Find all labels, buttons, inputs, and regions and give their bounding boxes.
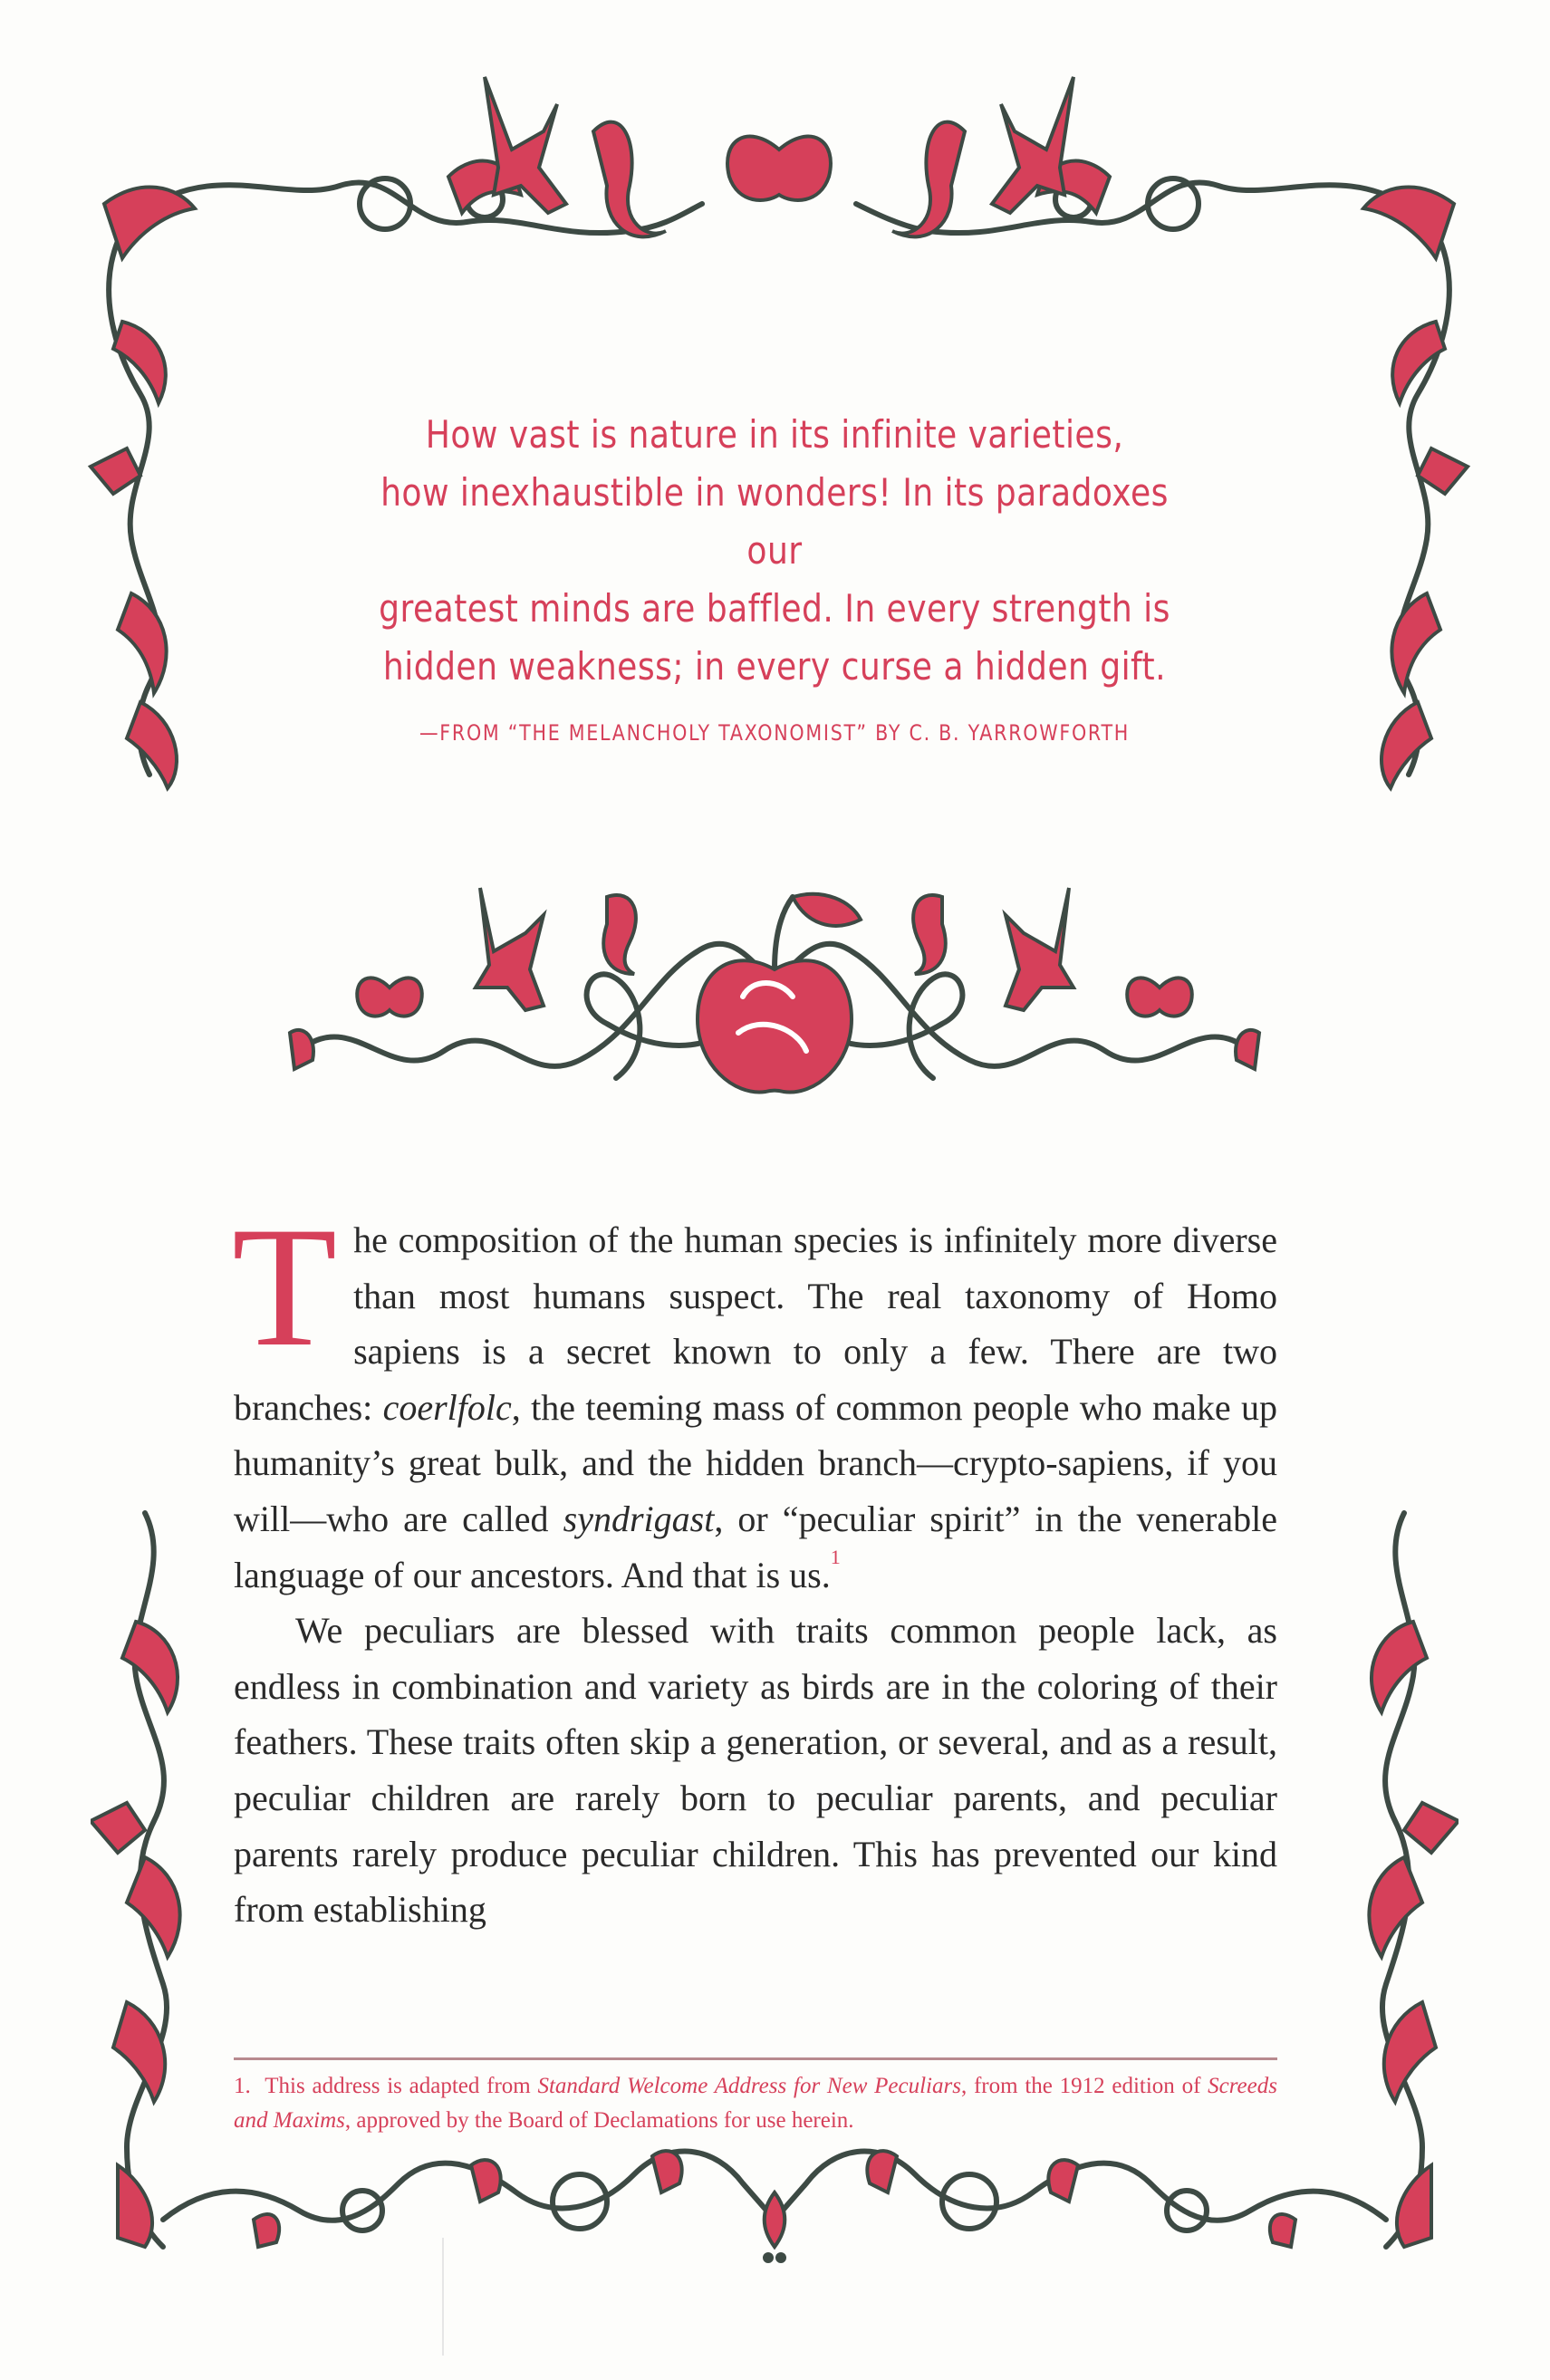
epigraph-line-3: greatest minds are baffled. In every strength is bbox=[379, 586, 1170, 631]
footnote-title-2: Screeds and Maxims bbox=[234, 2074, 1277, 2133]
paragraph-2: We peculiars are blessed with traits common people lack, as endless in combination and variety as birds are in the coloring of their feathers. These traits often skip a generation, or several, and as a result, peculiar children are rarely born to peculiar parents, and peculiar parents rarely produce peculiar children. This has prevented our kind from establishing bbox=[234, 1610, 1277, 1931]
footnote-number: 1. bbox=[234, 2074, 251, 2098]
bottom-frame-ornament bbox=[91, 1495, 1459, 2265]
fleur-icon bbox=[765, 2192, 785, 2247]
term-coerlfolc: coerlfolc bbox=[382, 1386, 512, 1428]
scan-artifact bbox=[442, 2238, 444, 2356]
epigraph-attribution: —FROM “THE MELANCHOLY TAXONOMIST” BY C. B. YARROWFORTH bbox=[419, 720, 1131, 746]
epigraph-line-4: hidden weakness; in every curse a hidden gift. bbox=[382, 644, 1167, 689]
butterfly-icon bbox=[357, 978, 422, 1016]
epigraph-line-2: how inexhaustible in wonders! In its paradoxes our bbox=[380, 470, 1169, 573]
footnote-title-1: Standard Welcome Address for New Peculiars bbox=[537, 2074, 961, 2098]
footnote-rule bbox=[234, 2057, 1277, 2060]
footnote: 1. This address is adapted from Standard Welcome Address for New Peculiars, from the 1912 edition of Screeds and Maxims, approved by the Board of Declamations for use herein. bbox=[234, 2074, 1277, 2133]
epigraph-line-1: How vast is nature in its infinite varieties, bbox=[425, 412, 1124, 457]
epigraph bbox=[358, 406, 1191, 747]
bird-icon bbox=[1006, 888, 1073, 1010]
apple-vignette-ornament bbox=[272, 870, 1277, 1105]
drop-cap: T bbox=[232, 1192, 338, 1383]
footnote-ref[interactable]: 1 bbox=[830, 1545, 841, 1568]
butterfly-icon bbox=[1127, 978, 1192, 1016]
bird-icon bbox=[476, 888, 544, 1010]
paragraph-1: The composition of the human species is infinitely more diverse than most humans suspect. The real taxonomy of Homo sapiens is a secret known to only a few. There are two branches: coerlfolc, the teeming mass of common people who make up humanity’s great bulk, and the hidden branch—crypto-sapiens, if you will—who are called syndrigast, or “peculiar spirit” in the venerable language of our ancestors. And that is us.$^1$ bbox=[232, 1192, 1277, 1595]
term-syndrigast: syndrigast bbox=[563, 1498, 715, 1539]
